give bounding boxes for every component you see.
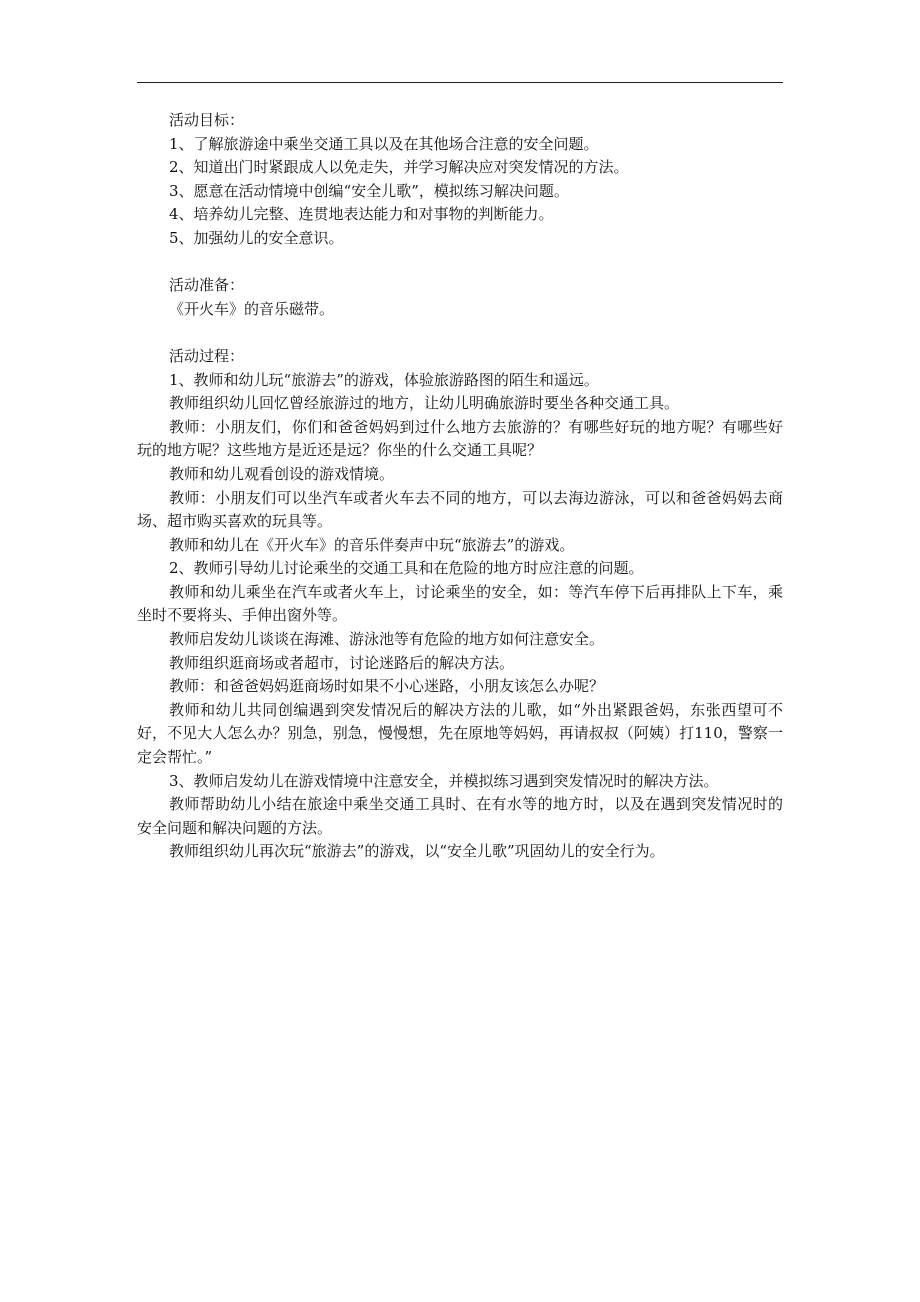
header-rule [137,82,783,83]
process-paragraph: 教师和幼儿共同创编遇到突发情况后的解决方法的儿歌，如“外出紧跟爸妈，东张西望可不好，不见大人怎么办？别急，别急，慢慢想，先在原地等妈妈，再请叔叔（阿姨）打110，警察一定会帮忙。” [137,700,783,767]
process-paragraph: 教师启发幼儿谈谈在海滩、游泳池等有危险的地方如何注意安全。 [169,630,605,649]
process-paragraph: 2、教师引导幼儿讨论乘坐的交通工具和在危险的地方时应注意的问题。 [169,559,644,578]
process-paragraph: 教师和幼儿乘坐在汽车或者火车上，讨论乘坐的安全，如：等汽车停下后再排队上下车，乘坐时不要将头、手伸出窗外等。 [137,582,783,625]
process-paragraph: 教师组织逛商场或者超市，讨论迷路后的解决方法。 [169,653,515,672]
process-paragraph: 教师：小朋友们可以坐汽车或者火车去不同的地方，可以去海边游泳，可以和爸爸妈妈去商场、超市购买喜欢的玩具等。 [137,488,783,531]
preparation-heading: 活动准备： [169,276,245,295]
process-paragraph: 教师和幼儿在《开火车》的音乐伴奏声中玩“旅游去”的游戏。 [169,535,575,554]
process-paragraph: 教师和幼儿观看创设的游戏情境。 [169,464,395,483]
section-spacer [137,321,783,345]
process-heading: 活动过程： [169,346,245,365]
goal-item: 5、加强幼儿的安全意识。 [169,228,344,247]
process-paragraph: 教师组织幼儿回忆曾经旅游过的地方，让幼儿明确旅游时要坐各种交通工具。 [169,394,680,413]
goal-item: 1、了解旅游途中乘坐交通工具以及在其他场合注意的安全问题。 [169,134,599,153]
preparation-text: 《开火车》的音乐磁带。 [169,299,335,318]
process-paragraph: 教师：和爸爸妈妈逛商场时如果不小心迷路，小朋友该怎么办呢？ [169,677,605,696]
process-paragraph: 教师：小朋友们，你们和爸爸妈妈到过什么地方去旅游的？有哪些好玩的地方呢？有哪些好玩的地方呢？这些地方是近还是远？你坐的什么交通工具呢？ [137,417,783,460]
process-paragraph: 1、教师和幼儿玩“旅游去”的游戏，体验旅游路图的陌生和遥远。 [169,370,599,389]
section-spacer [137,251,783,275]
process-paragraph: 教师帮助幼儿小结在旅途中乘坐交通工具时、在有水等的地方时，以及在遇到突发情况时的安全问题和解决问题的方法。 [137,795,783,837]
document-body [137,109,783,864]
goal-item: 4、培养幼儿完整、连贯地表达能力和对事物的判断能力。 [169,205,554,224]
goal-item: 2、知道出门时紧跟成人以免走失，并学习解决应对突发情况的方法。 [169,158,629,177]
process-paragraph: 3、教师启发幼儿在游戏情境中注意安全，并模拟练习遇到突发情况时的解决方法。 [169,771,719,790]
process-paragraph: 教师组织幼儿再次玩“旅游去”的游戏，以“安全儿歌”巩固幼儿的安全行为。 [169,842,665,861]
goal-item: 3、愿意在活动情境中创编“安全儿歌”，模拟练习解决问题。 [169,181,569,200]
goals-heading: 活动目标： [169,111,245,129]
